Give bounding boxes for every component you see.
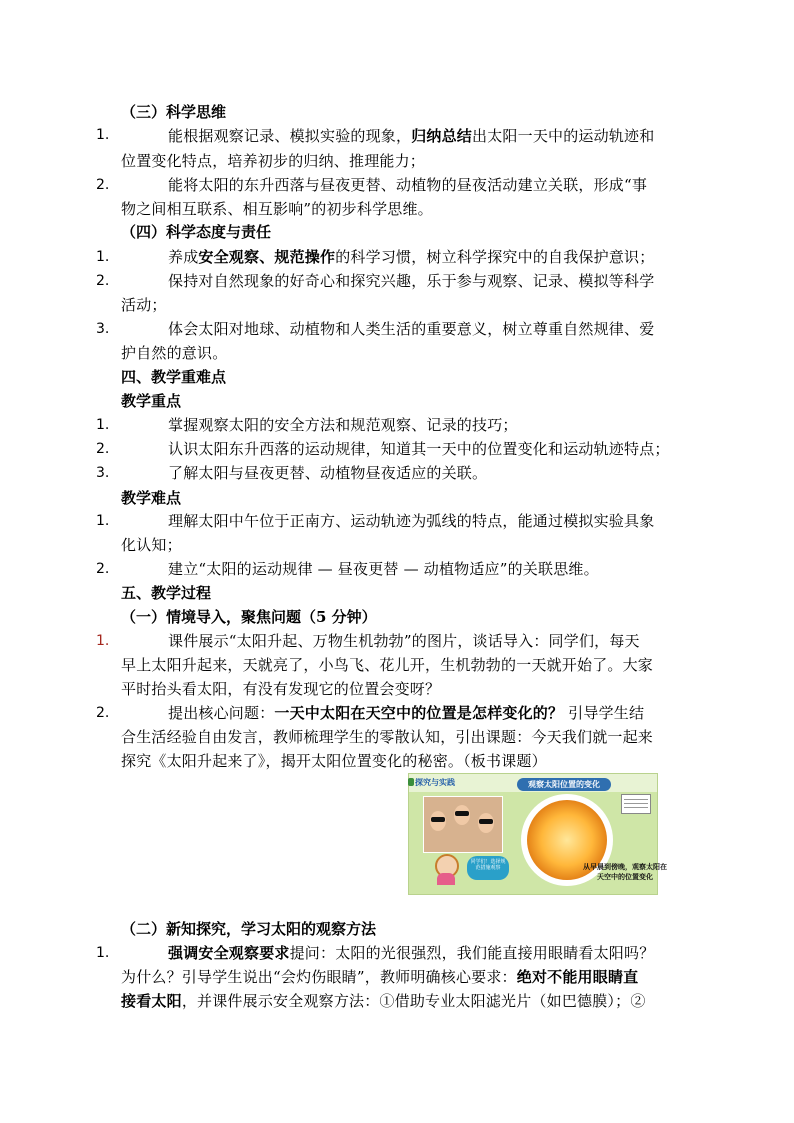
courseware-slide-image xyxy=(408,773,667,895)
slide-caption-line1: 从早晨到傍晚，观察太阳在 xyxy=(583,863,667,871)
list-item-text: 能根据观察记录、模拟实验的现象，归纳总结出太阳一天中的运动轨迹和 xyxy=(168,127,655,145)
slide-banner xyxy=(517,778,611,791)
list-item-text: 物之间相互联系、相互影响”的初步科学思维。 xyxy=(121,200,433,218)
list-item-text: 活动； xyxy=(121,296,167,314)
list-item-text: 平时抬头看太阳，有没有发现它的位置会变呀？ xyxy=(121,680,441,698)
students-photo xyxy=(423,796,503,853)
list-item-text: 认识太阳东升西落的运动规律，知道其一天中的位置变化和运动轨迹特点； xyxy=(168,440,670,458)
list-item-text: 理解太阳中午位于正南方、运动轨迹为弧线的特点，能通过模拟实验具象 xyxy=(168,512,655,530)
list-number: 1. xyxy=(96,127,110,143)
list-number: 1. xyxy=(96,249,110,265)
list-item-text: 位置变化特点，培养初步的归纳、推理能力； xyxy=(121,152,426,170)
list-number: 2. xyxy=(96,705,110,721)
cartoon-girl-icon xyxy=(431,854,459,884)
subheading-key-points: 教学重点 xyxy=(121,392,182,410)
subheading-new-knowledge: （二）新知探究，学习太阳的观察方法 xyxy=(121,920,377,938)
list-item-text: 养成安全观察、规范操作的科学习惯，树立科学探究中的自我保护意识； xyxy=(168,248,655,266)
list-item-text: 合生活经验自由发言，教师梳理学生的零散认知，引出课题：今天我们就一起来 xyxy=(121,728,654,746)
list-item-text: 提出核心问题：一天中太阳在天空中的位置是怎样变化的？ 引导学生结 xyxy=(168,704,645,722)
list-item-text: 保持对自然现象的好奇心和探究兴趣，乐于参与观察、记录、模拟等科学 xyxy=(168,272,655,290)
subheading-introduction: （一）情境导入，聚焦问题（5 分钟） xyxy=(121,608,377,626)
list-item-text: 护自然的意识。 xyxy=(121,344,228,362)
list-item-text: 了解太阳与昼夜更替、动植物昼夜适应的关联。 xyxy=(168,464,488,482)
worksheet-thumbnail xyxy=(621,794,651,814)
list-number: 3. xyxy=(96,321,110,337)
list-item-text: 掌握观察太阳的安全方法和规范观察、记录的技巧； xyxy=(168,416,518,434)
list-number: 2. xyxy=(96,177,110,193)
list-item-text: 化认知； xyxy=(121,536,182,554)
section-heading-process: 五、教学过程 xyxy=(121,584,212,602)
list-item-text: 课件展示“太阳升起、万物生机勃勃”的图片，谈话导入：同学们，每天 xyxy=(168,632,640,650)
section-heading-key-difficulties: 四、教学重难点 xyxy=(121,368,227,386)
list-item-text: 接看太阳，并课件展示安全观察方法：①借助专业太阳滤光片（如巴德膜）；② xyxy=(121,992,646,1010)
list-number: 2. xyxy=(96,561,110,577)
list-number: 2. xyxy=(96,441,110,457)
speech-bubble: 同学们！选择规范措施观察 xyxy=(467,856,509,880)
list-number: 1. xyxy=(96,633,110,649)
list-item-text: 探究《太阳升起来了》，揭开太阳位置变化的秘密。（板书课题） xyxy=(121,752,547,770)
list-item-text: 为什么？引导学生说出“会灼伤眼睛”，教师明确核心要求：绝对不能用眼睛直 xyxy=(121,968,639,986)
list-number: 1. xyxy=(96,513,110,529)
list-number: 2. xyxy=(96,273,110,289)
list-item-text: 建立“太阳的运动规律 — 昼夜更替 — 动植物适应”的关联思维。 xyxy=(168,560,599,578)
leaf-icon xyxy=(408,778,414,786)
slide-tag: 探究与实践 xyxy=(415,778,455,787)
slide-caption-line2: 天空中的位置变化 xyxy=(597,873,653,881)
section-heading-science-thinking: （三）科学思维 xyxy=(121,103,227,121)
list-item-text: 强调安全观察要求提问：太阳的光很强烈，我们能直接用眼睛看太阳吗？ xyxy=(168,944,655,962)
list-number: 1. xyxy=(96,945,110,961)
list-item-text: 早上太阳升起来，天就亮了，小鸟飞、花儿开，生机勃勃的一天就开始了。大家 xyxy=(121,656,654,674)
list-number: 3. xyxy=(96,465,110,481)
list-item-text: 能将太阳的东升西落与昼夜更替、动植物的昼夜活动建立关联，形成“事 xyxy=(168,176,648,194)
section-heading-attitude: （四）科学态度与责任 xyxy=(121,223,272,241)
slide-banner-text: 观察太阳位置的变化 xyxy=(528,780,600,789)
subheading-difficulties: 教学难点 xyxy=(121,489,182,507)
list-number: 1. xyxy=(96,417,110,433)
list-item-text: 体会太阳对地球、动植物和人类生活的重要意义，树立尊重自然规律、爱 xyxy=(168,320,655,338)
